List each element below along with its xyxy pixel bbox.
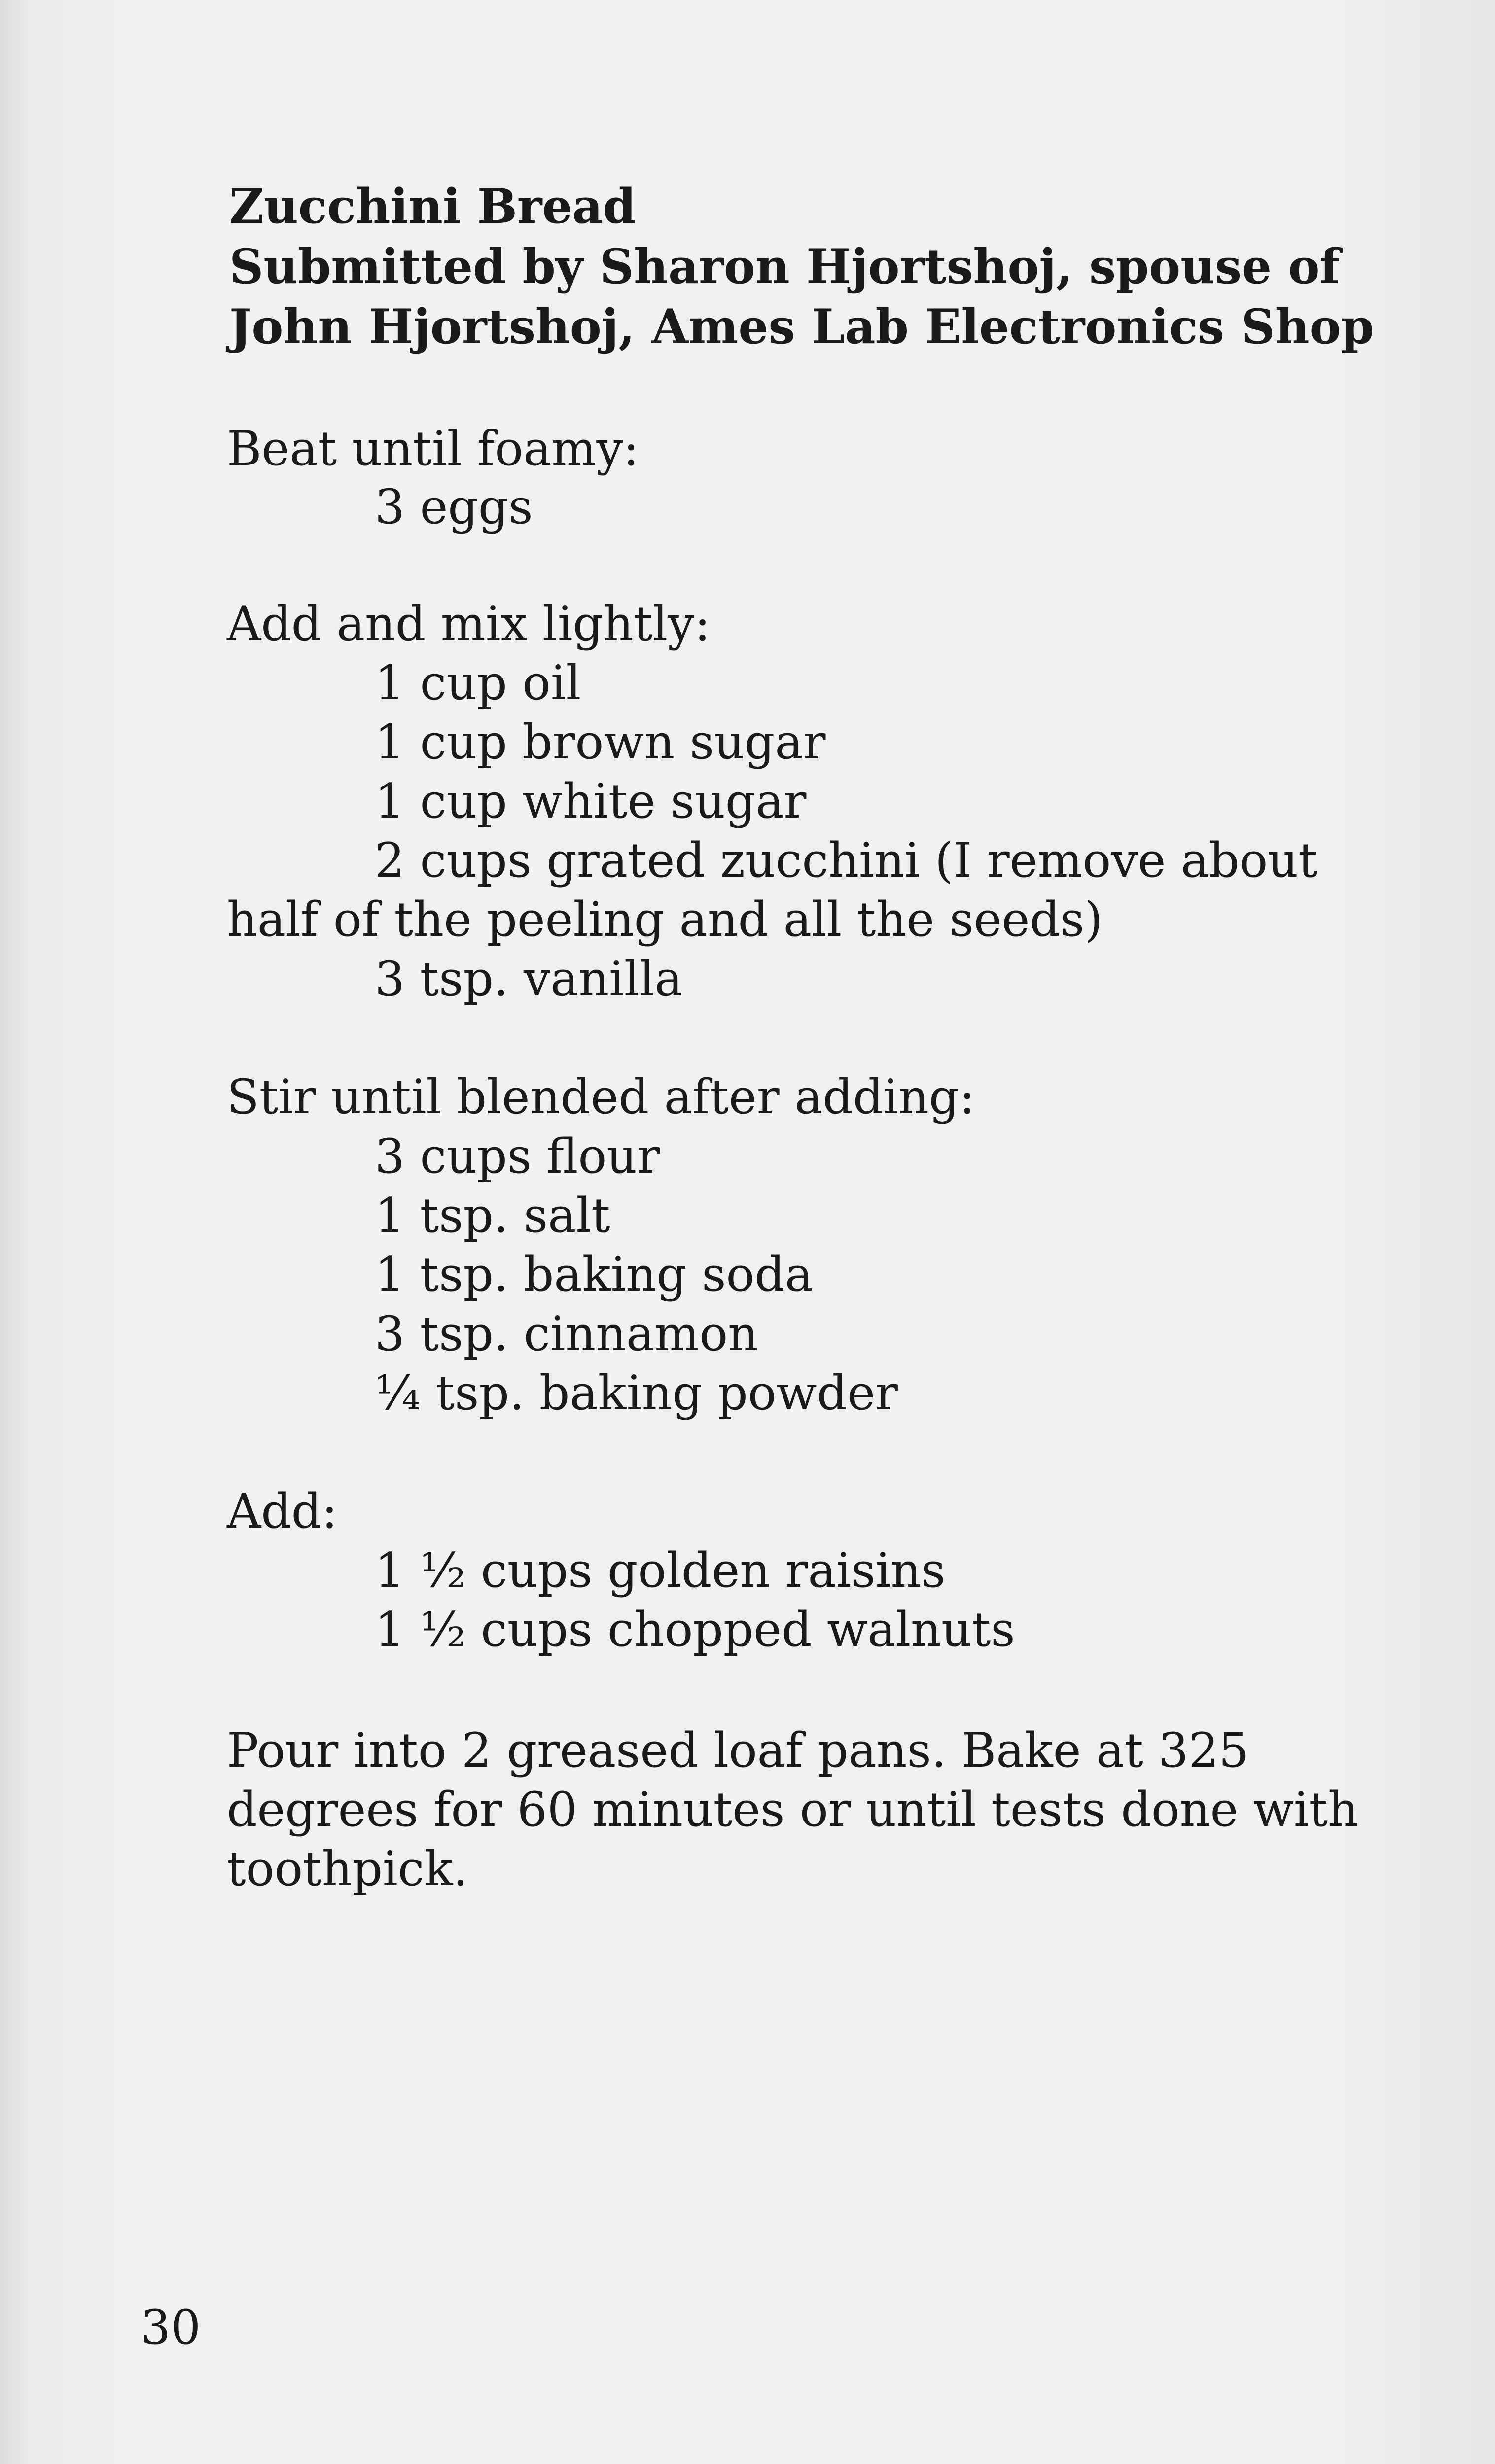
instructions-line-2: degrees for 60 minutes or until tests done with bbox=[227, 1782, 1359, 1837]
ingredient-white-sugar: 1 cup white sugar bbox=[375, 774, 807, 829]
ingredient-zucchini: 2 cups grated zucchini (I remove about bbox=[375, 833, 1317, 888]
step-label-add-mix: Add and mix lightly: bbox=[227, 596, 711, 651]
instructions-line-1: Pour into 2 greased loaf pans. Bake at 325 bbox=[227, 1723, 1249, 1778]
step-label-beat: Beat until foamy: bbox=[227, 421, 640, 476]
recipe-header bbox=[229, 177, 1413, 357]
ingredient-oil: 1 cup oil bbox=[375, 655, 581, 711]
step-label-stir: Stir until blended after adding: bbox=[227, 1070, 975, 1125]
ingredient-vanilla: 3 tsp. vanilla bbox=[375, 951, 683, 1006]
ingredient-brown-sugar: 1 cup brown sugar bbox=[375, 714, 826, 770]
ingredient-eggs: 3 eggs bbox=[375, 479, 533, 535]
instructions-line-3: toothpick. bbox=[227, 1841, 468, 1896]
ingredient-flour: 3 cups flour bbox=[375, 1129, 660, 1184]
ingredient-baking-soda: 1 tsp. baking soda bbox=[375, 1247, 814, 1302]
ingredient-salt: 1 tsp. salt bbox=[375, 1188, 610, 1243]
submitted-by-line-2: John Hjortshoj, Ames Lab Electronics Shop bbox=[229, 299, 1374, 355]
step-label-add: Add: bbox=[227, 1484, 338, 1539]
ingredient-walnuts: 1 ½ cups chopped walnuts bbox=[375, 1602, 1015, 1657]
recipe-title: Zucchini Bread bbox=[229, 179, 636, 234]
ingredient-baking-powder: ¼ tsp. baking powder bbox=[375, 1365, 898, 1421]
page-number: 30 bbox=[141, 2300, 201, 2355]
ingredient-raisins: 1 ½ cups golden raisins bbox=[375, 1543, 946, 1598]
ingredient-zucchini-note: half of the peeling and all the seeds) bbox=[227, 892, 1103, 947]
ingredient-cinnamon: 3 tsp. cinnamon bbox=[375, 1306, 758, 1361]
submitted-by-line-1: Submitted by Sharon Hjortshoj, spouse of bbox=[229, 239, 1340, 294]
